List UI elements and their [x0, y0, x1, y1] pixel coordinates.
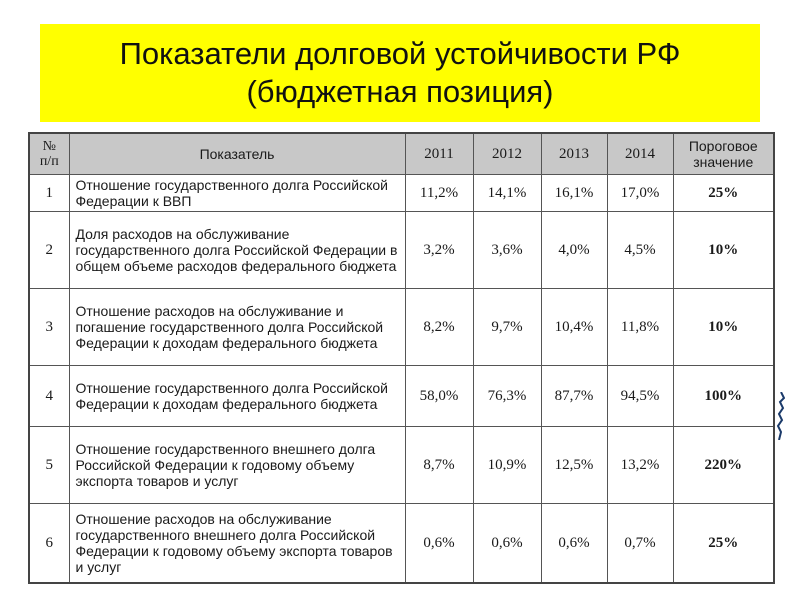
value-2012: 3,6% — [473, 212, 541, 289]
row-number: 3 — [29, 289, 69, 366]
table-header-row — [29, 133, 774, 175]
slide-title-line-2: (бюджетная позиция) — [246, 74, 554, 109]
header-number — [29, 133, 69, 175]
slide-title-line-1: Показатели долговой устойчивости РФ — [119, 36, 681, 71]
header-indicator: Показатель — [69, 133, 405, 175]
value-2013: 12,5% — [541, 427, 607, 504]
row-indicator: Отношение расходов на обслуживание государственного внешнего долга Российской Федерации к годовому объему экспорта товаров и услуг — [69, 504, 405, 584]
row-indicator: Отношение государственного долга Российской Федерации к ВВП — [69, 175, 405, 212]
value-2013: 16,1% — [541, 175, 607, 212]
header-threshold-line-1: Пороговое — [688, 138, 758, 154]
value-2014: 4,5% — [607, 212, 673, 289]
value-2012: 0,6% — [473, 504, 541, 584]
value-2014: 13,2% — [607, 427, 673, 504]
threshold-value: 25% — [673, 175, 774, 212]
value-2013: 87,7% — [541, 366, 607, 427]
header-year-2012: 2012 — [473, 133, 541, 175]
threshold-value: 25% — [673, 504, 774, 584]
row-number: 5 — [29, 427, 69, 504]
row-indicator: Отношение государственного долга Российской Федерации к доходам федерального бюджета — [69, 366, 405, 427]
header-year-2011: 2011 — [405, 133, 473, 175]
value-2012: 9,7% — [473, 289, 541, 366]
header-threshold — [673, 133, 774, 175]
header-year-2014: 2014 — [607, 133, 673, 175]
header-threshold-line-2: значение — [693, 154, 754, 170]
value-2013: 10,4% — [541, 289, 607, 366]
table-row — [29, 366, 774, 427]
row-indicator: Отношение расходов на обслуживание и погашение государственного долга Российской Федерации к доходам федерального бюджета — [69, 289, 405, 366]
table-row — [29, 427, 774, 504]
value-2011: 3,2% — [405, 212, 473, 289]
value-2014: 0,7% — [607, 504, 673, 584]
value-2012: 76,3% — [473, 366, 541, 427]
value-2011: 58,0% — [405, 366, 473, 427]
slide-title — [40, 24, 760, 122]
table-row — [29, 212, 774, 289]
value-2012: 14,1% — [473, 175, 541, 212]
value-2014: 17,0% — [607, 175, 673, 212]
value-2011: 8,2% — [405, 289, 473, 366]
row-number: 2 — [29, 212, 69, 289]
row-indicator: Доля расходов на обслуживание государственного долга Российской Федерации в общем объеме расходов федерального бюджета — [69, 212, 405, 289]
threshold-value: 10% — [673, 212, 774, 289]
header-year-2013: 2013 — [541, 133, 607, 175]
debt-sustainability-table — [28, 132, 775, 584]
value-2013: 0,6% — [541, 504, 607, 584]
value-2013: 4,0% — [541, 212, 607, 289]
row-number: 1 — [29, 175, 69, 212]
row-indicator: Отношение государственного внешнего долга Российской Федерации к годовому объему экспорта товаров и услуг — [69, 427, 405, 504]
decorative-edge-mark — [775, 392, 785, 440]
value-2011: 8,7% — [405, 427, 473, 504]
header-number-line-1: № — [42, 139, 56, 154]
threshold-value: 220% — [673, 427, 774, 504]
table-row — [29, 175, 774, 212]
value-2014: 94,5% — [607, 366, 673, 427]
value-2011: 11,2% — [405, 175, 473, 212]
threshold-value: 100% — [673, 366, 774, 427]
value-2014: 11,8% — [607, 289, 673, 366]
value-2012: 10,9% — [473, 427, 541, 504]
threshold-value: 10% — [673, 289, 774, 366]
table-row — [29, 504, 774, 584]
row-number: 4 — [29, 366, 69, 427]
table-row — [29, 289, 774, 366]
header-number-line-2: п/п — [39, 154, 59, 169]
row-number: 6 — [29, 504, 69, 584]
value-2011: 0,6% — [405, 504, 473, 584]
